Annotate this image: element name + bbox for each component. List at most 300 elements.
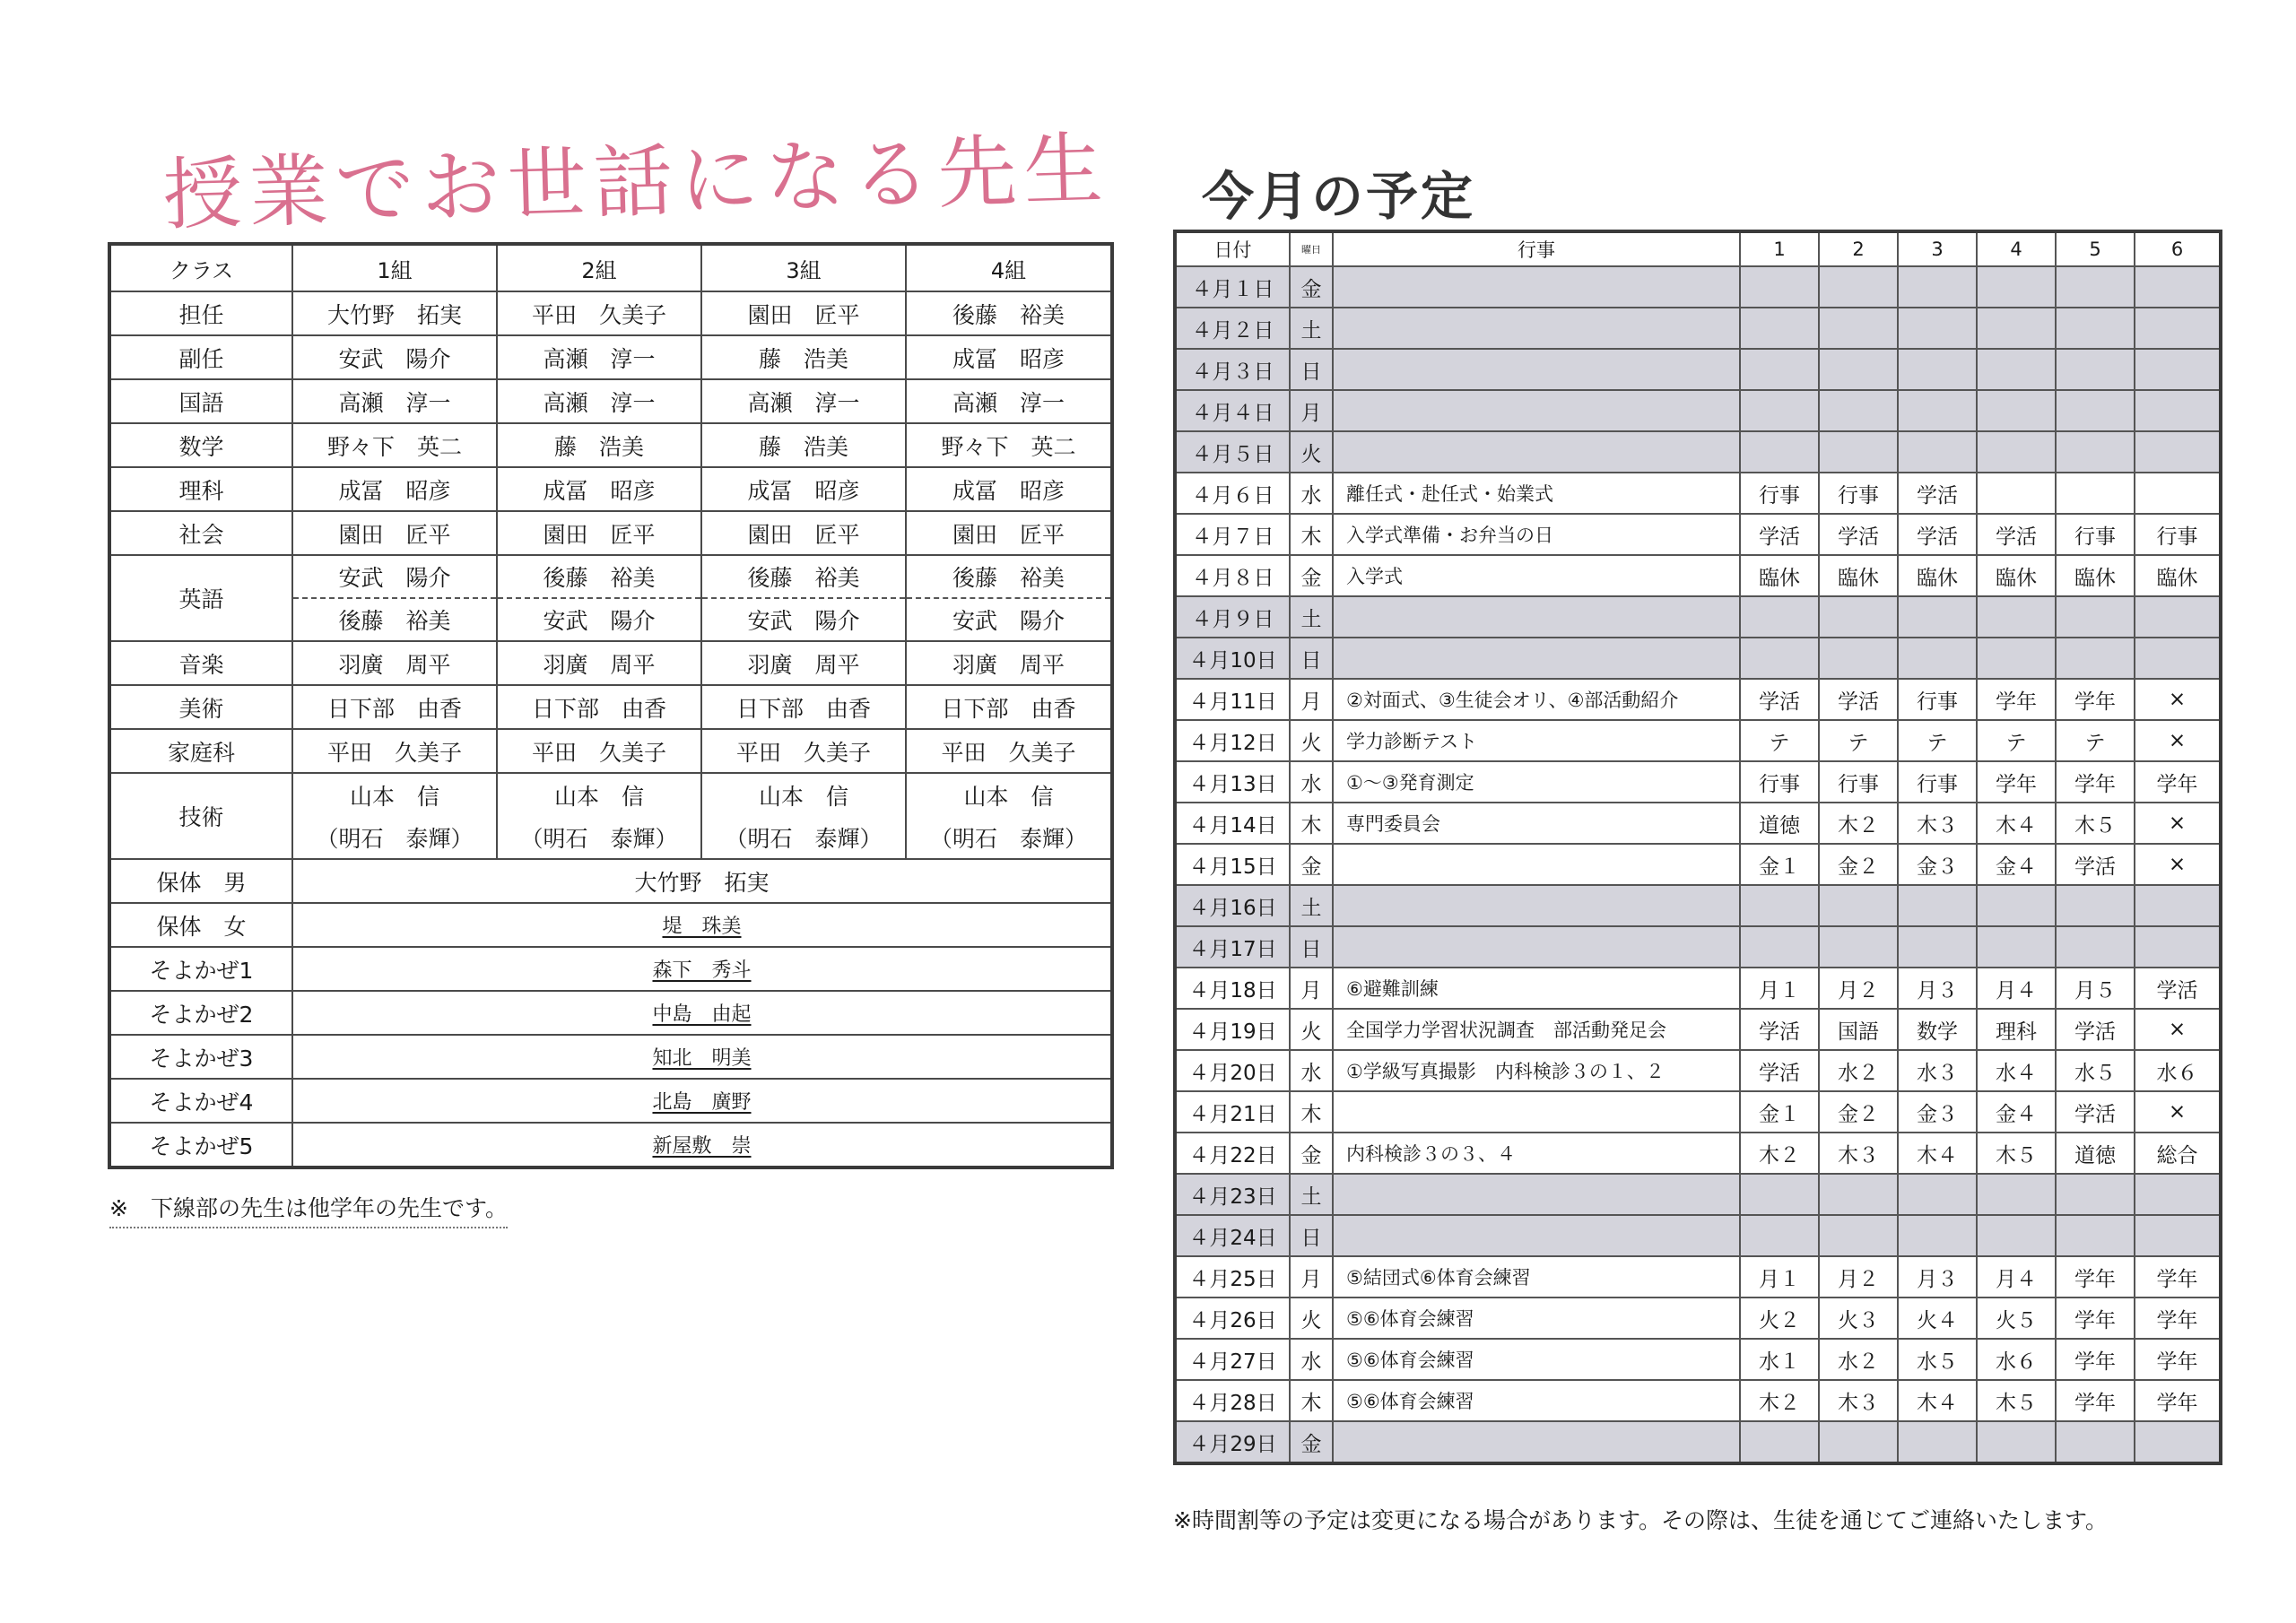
schedule-period-5 [2056, 638, 2135, 679]
schedule-period-5: 学年 [2056, 1339, 2135, 1380]
teacher-stack [702, 556, 905, 640]
schedule-event: ⑤⑥体育会練習 [1333, 1380, 1740, 1421]
teacher-cell: 安武 陽介 [292, 335, 497, 379]
schedule-date: ４月16日 [1175, 885, 1290, 926]
teacher-cell: 成冨 昭彦 [497, 467, 701, 511]
teacher-stack [498, 774, 700, 858]
schedule-date: ４月６日 [1175, 473, 1290, 514]
schedule-date: ４月27日 [1175, 1339, 1290, 1380]
subject-label: 美術 [109, 685, 292, 729]
schedule-event [1333, 1174, 1740, 1215]
schedule-period-3 [1898, 390, 1977, 431]
schedule-period-3: 木４ [1898, 1380, 1977, 1421]
schedule-period-6 [2135, 638, 2221, 679]
schedule-period-3: 火４ [1898, 1298, 1977, 1339]
schedule-period-6 [2135, 349, 2221, 390]
teacher-cell: 平田 久美子 [497, 729, 701, 773]
schedule-date: ４月８日 [1175, 555, 1290, 596]
schedule-period-1: 行事 [1740, 761, 1819, 803]
schedule-event [1333, 266, 1740, 308]
schedule-row [1175, 761, 2221, 803]
schedule-period-2 [1819, 926, 1898, 968]
schedule-period-4: 学年 [1977, 761, 2056, 803]
schedule-period-4: 金４ [1977, 1091, 2056, 1133]
schedule-dow: 木 [1290, 1380, 1333, 1421]
schedule-period-3 [1898, 308, 1977, 349]
teacher-row [109, 379, 1112, 423]
teacher-split-cell [292, 555, 497, 641]
schedule-period-4 [1977, 349, 2056, 390]
schedule-row [1175, 473, 2221, 514]
schedule-period-6: 学年 [2135, 1256, 2221, 1298]
merged-teacher-name: 森下 秀斗 [652, 959, 752, 982]
teacher-row [109, 335, 1112, 379]
schedule-row-holiday [1175, 308, 2221, 349]
merged-teacher-name: 知北 明美 [652, 1047, 752, 1070]
header-period-5: 5 [2056, 231, 2135, 266]
teacher-split-cell [497, 773, 701, 859]
schedule-period-5 [2056, 390, 2135, 431]
schedule-period-6 [2135, 1174, 2221, 1215]
schedule-period-5: 学活 [2056, 1009, 2135, 1050]
schedule-period-6 [2135, 473, 2221, 514]
schedule-period-2: 水２ [1819, 1050, 1898, 1091]
teacher-top: 後藤 裕美 [907, 556, 1110, 599]
schedule-period-2 [1819, 1421, 1898, 1463]
schedule-period-5: 行事 [2056, 514, 2135, 555]
schedule-period-5 [2056, 266, 2135, 308]
schedule-row [1175, 1380, 2221, 1421]
schedule-event: ②対面式、③生徒会オリ、④部活動紹介 [1333, 679, 1740, 720]
teacher-cell: 平田 久美子 [497, 291, 701, 335]
schedule-period-4 [1977, 596, 2056, 638]
schedule-period-2: 木２ [1819, 803, 1898, 844]
schedule-event: 離任式・赴任式・始業式 [1333, 473, 1740, 514]
schedule-date: ４月５日 [1175, 431, 1290, 473]
schedule-period-2: 学活 [1819, 679, 1898, 720]
teacher-row [109, 729, 1112, 773]
teacher-row-split [109, 773, 1112, 859]
schedule-dow: 木 [1290, 514, 1333, 555]
teacher-cell: 高瀬 淳一 [497, 335, 701, 379]
teacher-cell: 羽廣 周平 [497, 641, 701, 685]
schedule-period-1 [1740, 885, 1819, 926]
schedule-period-4 [1977, 1421, 2056, 1463]
schedule-period-3: 水３ [1898, 1050, 1977, 1091]
schedule-event [1333, 844, 1740, 885]
teacher-stack [907, 774, 1110, 858]
schedule-date: ４月19日 [1175, 1009, 1290, 1050]
merged-label: そよかぜ3 [109, 1035, 292, 1079]
schedule-dow: 日 [1290, 638, 1333, 679]
schedule-event [1333, 308, 1740, 349]
schedule-period-6 [2135, 926, 2221, 968]
schedule-period-5 [2056, 926, 2135, 968]
schedule-period-4: 水４ [1977, 1050, 2056, 1091]
schedule-period-5 [2056, 1174, 2135, 1215]
schedule-row-holiday [1175, 349, 2221, 390]
schedule-row [1175, 1256, 2221, 1298]
schedule-dow: 水 [1290, 473, 1333, 514]
schedule-period-3: 月３ [1898, 1256, 1977, 1298]
merged-label: 保体 女 [109, 903, 292, 947]
schedule-event: 入学式準備・お弁当の日 [1333, 514, 1740, 555]
schedule-period-2: 国語 [1819, 1009, 1898, 1050]
teacher-cell: 園田 匠平 [701, 511, 906, 555]
schedule-period-4: 木５ [1977, 1380, 2056, 1421]
schedule-period-6: 行事 [2135, 514, 2221, 555]
schedule-row [1175, 514, 2221, 555]
header-date: 日付 [1175, 231, 1290, 266]
teacher-top: 山本 信 [553, 783, 644, 810]
header-class-3: 3組 [701, 244, 906, 291]
schedule-period-3 [1898, 1421, 1977, 1463]
schedule-event: 入学式 [1333, 555, 1740, 596]
schedule-date: ４月９日 [1175, 596, 1290, 638]
schedule-event: 学力診断テスト [1333, 720, 1740, 761]
schedule-period-1: 行事 [1740, 473, 1819, 514]
schedule-period-3: 金３ [1898, 1091, 1977, 1133]
schedule-period-2: 臨休 [1819, 555, 1898, 596]
header-period-4: 4 [1977, 231, 2056, 266]
schedule-header-row [1175, 231, 2221, 266]
header-class: クラス [109, 244, 292, 291]
teacher-top: 山本 信 [963, 783, 1054, 810]
header-dow: 曜日 [1290, 231, 1333, 266]
schedule-event: 全国学力学習状況調査 部活動発足会 [1333, 1009, 1740, 1050]
schedule-period-3 [1898, 431, 1977, 473]
schedule-dow: 水 [1290, 1339, 1333, 1380]
schedule-period-1: 月１ [1740, 968, 1819, 1009]
merged-row [109, 1035, 1112, 1079]
schedule-row [1175, 1050, 2221, 1091]
schedule-period-3: 行事 [1898, 761, 1977, 803]
schedule-date: ４月15日 [1175, 844, 1290, 885]
teacher-cell: 藤 浩美 [701, 423, 906, 467]
schedule-period-2: 火３ [1819, 1298, 1898, 1339]
schedule-period-2 [1819, 596, 1898, 638]
teacher-bottom: 後藤 裕美 [338, 608, 451, 634]
schedule-period-5: 学活 [2056, 1091, 2135, 1133]
teacher-split-cell [906, 555, 1112, 641]
schedule-period-5: 臨休 [2056, 555, 2135, 596]
teacher-cell: 高瀬 淳一 [292, 379, 497, 423]
schedule-period-6: 学年 [2135, 1339, 2221, 1380]
teacher-cell: 羽廣 周平 [701, 641, 906, 685]
teacher-row [109, 641, 1112, 685]
schedule-period-3 [1898, 638, 1977, 679]
schedule-dow: 土 [1290, 308, 1333, 349]
schedule-date: ４月14日 [1175, 803, 1290, 844]
schedule-dow: 木 [1290, 803, 1333, 844]
schedule-date: ４月10日 [1175, 638, 1290, 679]
schedule-period-5: 学年 [2056, 761, 2135, 803]
schedule-period-6: × [2135, 720, 2221, 761]
schedule-period-4 [1977, 431, 2056, 473]
schedule-period-4 [1977, 1215, 2056, 1256]
merged-teacher [292, 859, 1112, 903]
schedule-period-4: 金４ [1977, 844, 2056, 885]
merged-teacher [292, 1123, 1112, 1167]
schedule-period-4 [1977, 473, 2056, 514]
schedule-period-6 [2135, 266, 2221, 308]
schedule-period-2 [1819, 1215, 1898, 1256]
subject-label: 音楽 [109, 641, 292, 685]
teacher-cell: 藤 浩美 [497, 423, 701, 467]
schedule-period-3 [1898, 596, 1977, 638]
schedule-period-5: 学年 [2056, 1380, 2135, 1421]
header-class-4: 4組 [906, 244, 1112, 291]
schedule-row [1175, 1091, 2221, 1133]
teacher-cell: 高瀬 淳一 [701, 379, 906, 423]
merged-row [109, 903, 1112, 947]
schedule-date: ４月23日 [1175, 1174, 1290, 1215]
teacher-cell: 藤 浩美 [701, 335, 906, 379]
schedule-period-4: 臨休 [1977, 555, 2056, 596]
schedule-event: ⑤結団式⑥体育会練習 [1333, 1256, 1740, 1298]
merged-teacher [292, 1079, 1112, 1123]
schedule-period-5 [2056, 1421, 2135, 1463]
schedule-date: ４月21日 [1175, 1091, 1290, 1133]
teacher-split-cell [497, 555, 701, 641]
schedule-period-6: 総合 [2135, 1133, 2221, 1174]
schedule-period-2: 月２ [1819, 1256, 1898, 1298]
schedule-event: 内科検診３の３、４ [1333, 1133, 1740, 1174]
schedule-dow: 金 [1290, 1133, 1333, 1174]
schedule-period-1: 水１ [1740, 1339, 1819, 1380]
schedule-row [1175, 679, 2221, 720]
schedule-dow: 土 [1290, 596, 1333, 638]
schedule-period-4: 火５ [1977, 1298, 2056, 1339]
schedule-period-4: テ [1977, 720, 2056, 761]
teacher-stack [702, 774, 905, 858]
teacher-row [109, 467, 1112, 511]
schedule-period-6: × [2135, 1009, 2221, 1050]
schedule-dow: 木 [1290, 1091, 1333, 1133]
schedule-period-1: 木２ [1740, 1380, 1819, 1421]
teacher-stack [907, 556, 1110, 640]
merged-row [109, 947, 1112, 991]
subject-label: 副任 [109, 335, 292, 379]
schedule-event [1333, 431, 1740, 473]
schedule-event: ①学級写真撮影 内科検診３の１、２ [1333, 1050, 1740, 1091]
schedule-period-4 [1977, 926, 2056, 968]
teacher-split-cell [906, 773, 1112, 859]
schedule-event: ①～③発育測定 [1333, 761, 1740, 803]
teacher-cell: 平田 久美子 [906, 729, 1112, 773]
schedule-row [1175, 555, 2221, 596]
schedule-dow: 日 [1290, 349, 1333, 390]
schedule-period-1: 学活 [1740, 1009, 1819, 1050]
schedule-period-4: 月４ [1977, 968, 2056, 1009]
schedule-dow: 金 [1290, 555, 1333, 596]
schedule-row [1175, 968, 2221, 1009]
schedule-period-5 [2056, 308, 2135, 349]
schedule-period-2 [1819, 1174, 1898, 1215]
merged-row [109, 991, 1112, 1035]
schedule-event [1333, 349, 1740, 390]
schedule-period-6 [2135, 596, 2221, 638]
schedule-dow: 水 [1290, 1050, 1333, 1091]
merged-row [109, 859, 1112, 903]
header-event: 行事 [1333, 231, 1740, 266]
teacher-row [109, 511, 1112, 555]
schedule-period-1: テ [1740, 720, 1819, 761]
schedule-period-6 [2135, 390, 2221, 431]
schedule-date: ４月３日 [1175, 349, 1290, 390]
schedule-period-5: 学年 [2056, 1298, 2135, 1339]
schedule-date: ４月24日 [1175, 1215, 1290, 1256]
teacher-top: 山本 信 [758, 783, 848, 810]
schedule-period-2 [1819, 431, 1898, 473]
teacher-bottom: （明石 泰輝） [725, 825, 883, 852]
schedule-row [1175, 844, 2221, 885]
schedule-row [1175, 1339, 2221, 1380]
merged-row [109, 1123, 1112, 1167]
schedule-period-6: 水６ [2135, 1050, 2221, 1091]
teacher-cell: 高瀬 淳一 [906, 379, 1112, 423]
subject-label: 国語 [109, 379, 292, 423]
schedule-period-1 [1740, 1174, 1819, 1215]
schedule-period-4: 学年 [1977, 679, 2056, 720]
schedule-date: ４月１日 [1175, 266, 1290, 308]
schedule-period-1: 月１ [1740, 1256, 1819, 1298]
merged-label: 保体 男 [109, 859, 292, 903]
merged-teacher-name: 中島 由起 [652, 1003, 752, 1026]
merged-row [109, 1079, 1112, 1123]
schedule-period-5: 学活 [2056, 844, 2135, 885]
schedule-dow: 月 [1290, 1256, 1333, 1298]
schedule-date: ４月２日 [1175, 308, 1290, 349]
schedule-period-2: テ [1819, 720, 1898, 761]
schedule-period-2: 木３ [1819, 1133, 1898, 1174]
teacher-bottom: （明石 泰輝） [316, 825, 474, 852]
teacher-split-cell [701, 555, 906, 641]
header-period-6: 6 [2135, 231, 2221, 266]
schedule-period-2: 行事 [1819, 473, 1898, 514]
merged-teacher [292, 1035, 1112, 1079]
merged-label: そよかぜ5 [109, 1123, 292, 1167]
teacher-cell: 園田 匠平 [906, 511, 1112, 555]
schedule-period-5: 木５ [2056, 803, 2135, 844]
schedule-row [1175, 1133, 2221, 1174]
schedule-period-4: 木４ [1977, 803, 2056, 844]
schedule-period-2: 学活 [1819, 514, 1898, 555]
schedule-period-1: 金１ [1740, 1091, 1819, 1133]
teacher-row [109, 685, 1112, 729]
merged-teacher-name: 北島 廣野 [652, 1091, 752, 1114]
schedule-row-holiday [1175, 596, 2221, 638]
subject-label: 理科 [109, 467, 292, 511]
teachers-title: 授業でお世話になる先生 [161, 122, 1111, 241]
schedule-period-6: 学活 [2135, 968, 2221, 1009]
schedule-period-2: 金２ [1819, 844, 1898, 885]
schedule-period-6: × [2135, 1091, 2221, 1133]
schedule-period-1: 木２ [1740, 1133, 1819, 1174]
schedule-dow: 火 [1290, 1009, 1333, 1050]
schedule-period-4: 月４ [1977, 1256, 2056, 1298]
teachers-header-row [109, 244, 1112, 291]
schedule-period-3: 行事 [1898, 679, 1977, 720]
teacher-cell: 成冨 昭彦 [906, 335, 1112, 379]
schedule-period-4: 水６ [1977, 1339, 2056, 1380]
teacher-stack [293, 556, 496, 640]
subject-label: 数学 [109, 423, 292, 467]
teacher-row-split [109, 555, 1112, 641]
schedule-row-holiday [1175, 1421, 2221, 1463]
schedule-period-3: 水５ [1898, 1339, 1977, 1380]
schedule-date: ４月12日 [1175, 720, 1290, 761]
schedule-row [1175, 720, 2221, 761]
teacher-row [109, 423, 1112, 467]
teacher-cell: 高瀬 淳一 [497, 379, 701, 423]
schedule-period-2 [1819, 885, 1898, 926]
teacher-cell: 日下部 由香 [497, 685, 701, 729]
schedule-body [1175, 266, 2221, 1463]
teacher-top: 後藤 裕美 [498, 556, 700, 599]
schedule-row-holiday [1175, 1215, 2221, 1256]
schedule-dow: 金 [1290, 844, 1333, 885]
teacher-cell: 野々下 英二 [906, 423, 1112, 467]
teacher-top: 山本 信 [349, 783, 439, 810]
teachers-note: ※ 下線部の先生は他学年の先生です。 [109, 1191, 508, 1228]
schedule-event: ⑥避難訓練 [1333, 968, 1740, 1009]
teacher-bottom: （明石 泰輝） [929, 825, 1087, 852]
schedule-event [1333, 638, 1740, 679]
teacher-bottom: 安武 陽介 [747, 608, 860, 634]
schedule-period-1: 学活 [1740, 514, 1819, 555]
schedule-period-2: 月２ [1819, 968, 1898, 1009]
schedule-dow: 土 [1290, 885, 1333, 926]
schedule-event [1333, 926, 1740, 968]
teacher-cell: 大竹野 拓実 [292, 291, 497, 335]
schedule-event: ⑤⑥体育会練習 [1333, 1339, 1740, 1380]
schedule-row-holiday [1175, 431, 2221, 473]
schedule-period-1 [1740, 349, 1819, 390]
schedule-period-5: 月５ [2056, 968, 2135, 1009]
schedule-period-3 [1898, 349, 1977, 390]
schedule-period-1 [1740, 926, 1819, 968]
schedule-dow: 月 [1290, 968, 1333, 1009]
schedule-event: ⑤⑥体育会練習 [1333, 1298, 1740, 1339]
teacher-bottom: 安武 陽介 [952, 608, 1065, 634]
schedule-dow: 月 [1290, 390, 1333, 431]
teacher-cell: 園田 匠平 [292, 511, 497, 555]
schedule-row-holiday [1175, 885, 2221, 926]
schedule-period-4 [1977, 390, 2056, 431]
schedule-period-6 [2135, 1215, 2221, 1256]
merged-label: そよかぜ2 [109, 991, 292, 1035]
header-period-1: 1 [1740, 231, 1819, 266]
schedule-period-5: 学年 [2056, 1256, 2135, 1298]
schedule-row [1175, 1298, 2221, 1339]
schedule-period-3: 数学 [1898, 1009, 1977, 1050]
teacher-stack [498, 556, 700, 640]
schedule-period-3: 木４ [1898, 1133, 1977, 1174]
schedule-period-6: 学年 [2135, 1298, 2221, 1339]
schedule-period-4 [1977, 885, 2056, 926]
schedule-dow: 日 [1290, 926, 1333, 968]
schedule-period-5: 学年 [2056, 679, 2135, 720]
schedule-period-3: 学活 [1898, 514, 1977, 555]
schedule-period-5: 水５ [2056, 1050, 2135, 1091]
schedule-period-5 [2056, 349, 2135, 390]
schedule-period-4: 木５ [1977, 1133, 2056, 1174]
schedule-date: ４月26日 [1175, 1298, 1290, 1339]
teacher-bottom: （明石 泰輝） [520, 825, 678, 852]
schedule-period-1: 臨休 [1740, 555, 1819, 596]
teacher-split-cell [701, 773, 906, 859]
